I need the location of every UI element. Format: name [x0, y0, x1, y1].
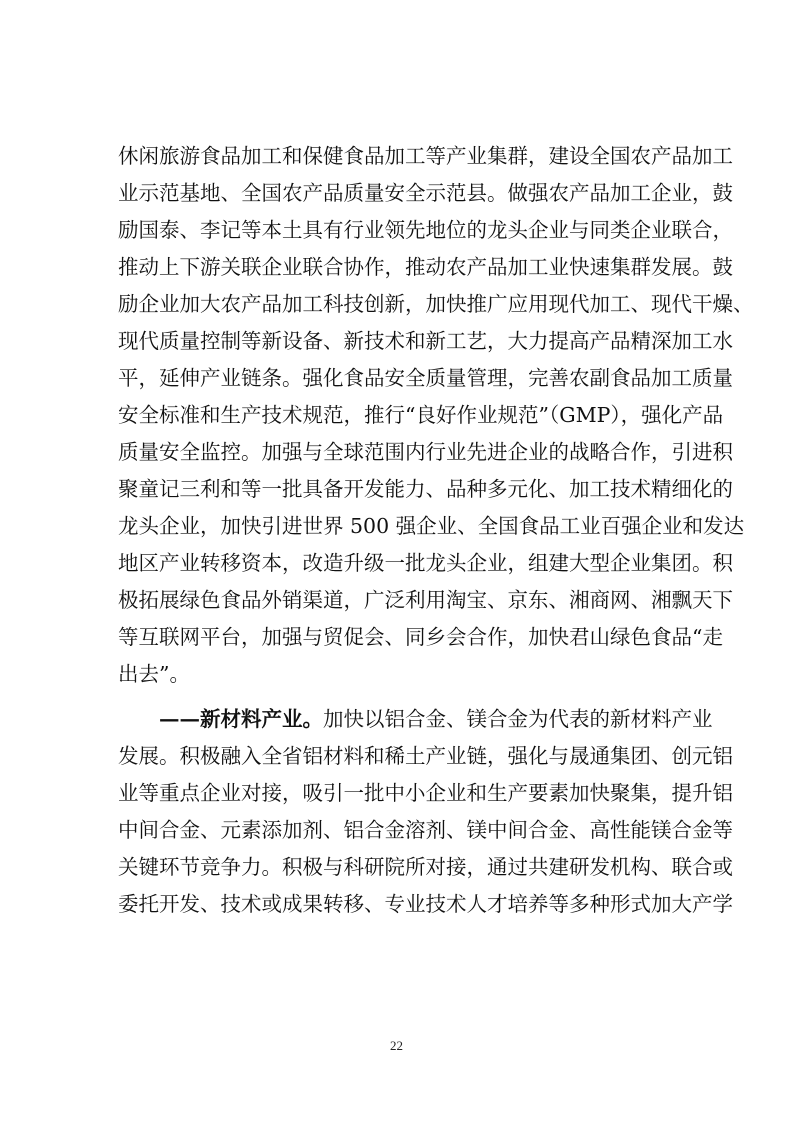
- text-line: 地区产业转移资本，改造升级一批龙头企业，组建大型企业集团。积: [118, 551, 733, 575]
- paragraph-new-materials: [118, 701, 733, 923]
- text-line: 中间合金、元素添加剂、铝合金溶剂、镁中间合金、高性能镁合金等: [118, 818, 733, 842]
- text-line: 质量安全监控。加强与全球范围内行业先进企业的战略合作，引进积: [118, 440, 733, 464]
- text-line: 委托开发、技术或成果转移、专业技术人才培养等多种形式加大产学: [118, 892, 733, 916]
- text-line: 发展。积极融入全省铝材料和稀土产业链，强化与晟通集团、创元铝: [118, 744, 733, 768]
- text-line: 业等重点企业对接，吸引一批中小企业和生产要素加快聚集，提升铝: [118, 781, 733, 805]
- text-line: 业示范基地、全国农产品质量安全示范县。做强农产品加工企业，鼓: [118, 181, 733, 205]
- text-line: 励企业加大农产品加工科技创新，加快推广应用现代加工、现代干燥、: [118, 292, 754, 316]
- paragraph-agri-processing: [118, 138, 754, 693]
- body-text: [118, 138, 754, 923]
- text-line: 关键环节竞争力。积极与科研院所对接，通过共建研发机构、联合或: [118, 855, 733, 879]
- text-line: 励国泰、李记等本土具有行业领先地位的龙头企业与同类企业联合，: [118, 218, 733, 242]
- text-line: 出去”。: [118, 662, 190, 686]
- text-line: 龙头企业，加快引进世界 500 强企业、全国食品工业百强企业和发达: [118, 514, 745, 538]
- page-number: 22: [390, 1038, 403, 1053]
- text-fragment: 加快以铝合金、镁合金为代表的新材料产业: [323, 707, 713, 731]
- text-line-with-heading: [118, 701, 713, 738]
- text-line: 现代质量控制等新设备、新技术和新工艺，大力提高产品精深加工水: [118, 329, 733, 353]
- text-line: 推动上下游关联企业联合协作，推动农产品加工业快速集群发展。鼓: [118, 255, 733, 279]
- text-line: 等互联网平台，加强与贸促会、同乡会合作，加快君山绿色食品“走: [118, 625, 723, 649]
- text-line: 休闲旅游食品加工和保健食品加工等产业集群，建设全国农产品加工: [118, 144, 733, 168]
- text-line: 聚童记三利和等一批具备开发能力、品种多元化、加工技术精细化的: [118, 477, 733, 501]
- text-line: 安全标准和生产技术规范，推行“良好作业规范”（GMP），强化产品: [118, 403, 724, 427]
- text-line: 平，延伸产业链条。强化食品安全质量管理，完善农副食品加工质量: [118, 366, 733, 390]
- section-heading: ——新材料产业。: [159, 707, 323, 731]
- text-line: 极拓展绿色食品外销渠道，广泛利用淘宝、京东、湘商网、湘飘天下: [118, 588, 733, 612]
- paragraph-gap: [118, 693, 680, 701]
